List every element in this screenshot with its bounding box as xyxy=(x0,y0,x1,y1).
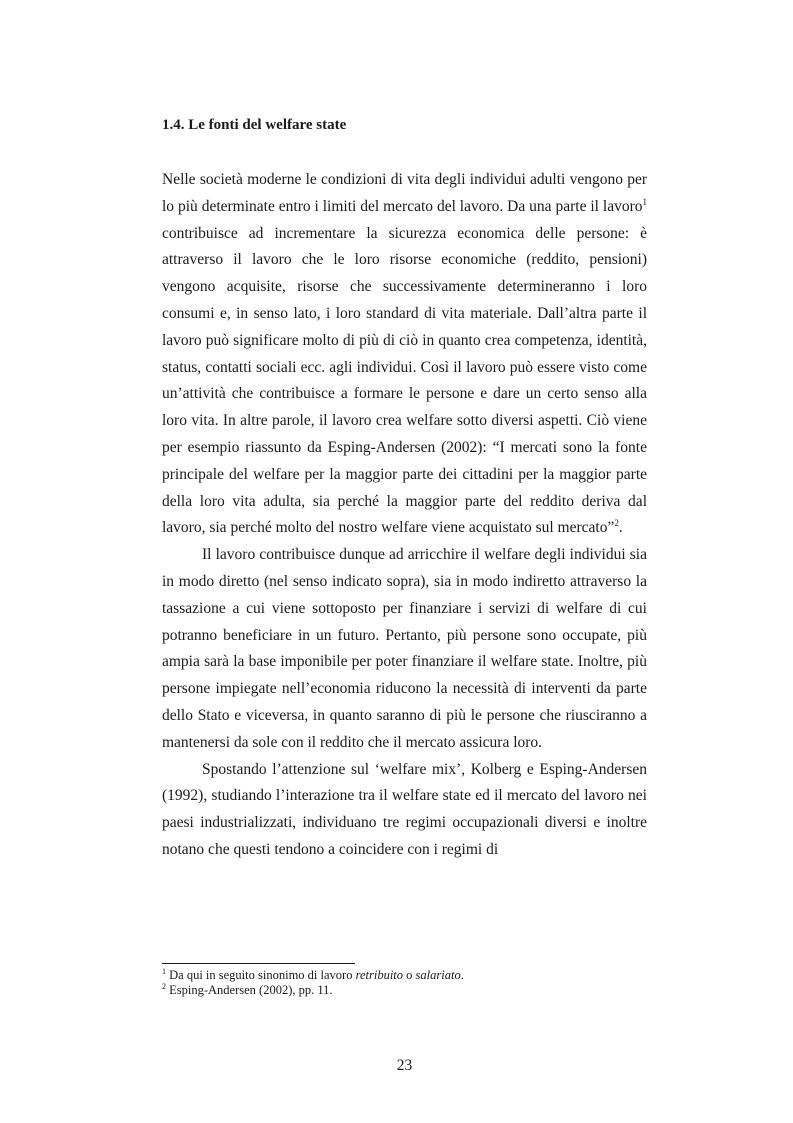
footnote-1-emphasis-1: retribuito xyxy=(355,968,404,982)
footnote-2 xyxy=(162,983,647,998)
footnote-2-number: 2 xyxy=(162,981,166,991)
document-page xyxy=(162,0,647,1123)
footnote-divider xyxy=(162,963,355,964)
section-heading: 1.4. Le fonti del welfare state xyxy=(162,117,347,133)
footnote-1-number: 1 xyxy=(162,966,166,976)
body-text xyxy=(162,167,647,864)
page-number: 23 xyxy=(396,1057,413,1074)
paragraph-2: Il lavoro contribuisce dunque ad arricchire il welfare degli individui sia in modo diretto (nel senso indicato sopra), sia in modo indiretto attraverso la tassazione a cui viene sottoposto per finanziare i servizi di welfare di cui potranno beneficiare in un futuro. Pertanto, più persone sono occupate, più ampia sarà la base imponibile per poter finanziare il welfare state. Inoltre, più persone impiegate nell’economia riducono la necessità di interventi da parte dello Stato e viceversa, in quanto saranno di più le persone che riusciranno a mantenersi da sole con il reddito che il mercato assicura loro. xyxy=(162,546,647,751)
footnotes xyxy=(162,968,647,998)
paragraph-1-part-b: contribuisce ad incrementare la sicurezza economica delle persone: è attraverso il lavoro che le loro risorse economiche (reddito, pensioni) vengono acquisite, risorse che successivamente determineranno i loro consumi e, in senso lato, i loro standard di vita materiale. Dall’altra parte il lavoro può significare molto di più di ciò in quanto crea competenza, identità, status, contatti sociali ecc. agli individui. Così il lavoro può essere visto come un’attività che contribuisce a formare le persone e dare un certo senso alla loro vita. In altre parole, il lavoro crea welfare sotto diversi aspetti. Ciò viene per esempio riassunto da Esping-Andersen (2002): “I mercati sono la fonte principale del welfare per la maggior parte dei cittadini per la maggior parte della loro vita adulta, sia perché la maggior parte del reddito deriva dal lavoro, sia perché molto del nostro welfare viene acquistato sul mercato” xyxy=(162,224,647,537)
footnote-1-text-end: . xyxy=(460,968,464,982)
footnote-1-text-mid: o xyxy=(403,968,416,982)
footnote-1 xyxy=(162,968,647,983)
paragraph-3: Spostando l’attenzione sul ‘welfare mix’, Kolberg e Esping-Andersen (1992), studiando l’interazione tra il welfare state ed il mercato del lavoro nei paesi industrializzati, individuano tre regimi occupazionali diversi e inoltre notano che questi tendono a coincidere con i regimi di xyxy=(162,760,647,858)
paragraph-1 xyxy=(162,167,647,542)
footnote-1-text-start: Da qui in seguito sinonimo di lavoro xyxy=(169,968,356,982)
paragraph-1-part-c: . xyxy=(618,519,623,537)
footnote-ref-1: 1 xyxy=(642,196,647,207)
footnote-ref-2: 2 xyxy=(614,518,619,529)
footnote-1-emphasis-2: salariato xyxy=(415,968,461,982)
footnote-2-text: Esping-Andersen (2002), pp. 11. xyxy=(169,983,333,997)
paragraph-1-part-a: Nelle società moderne le condizioni di vita degli individui adulti vengono per lo più determinate entro i limiti del mercato del lavoro. Da una parte il lavoro xyxy=(162,171,647,215)
